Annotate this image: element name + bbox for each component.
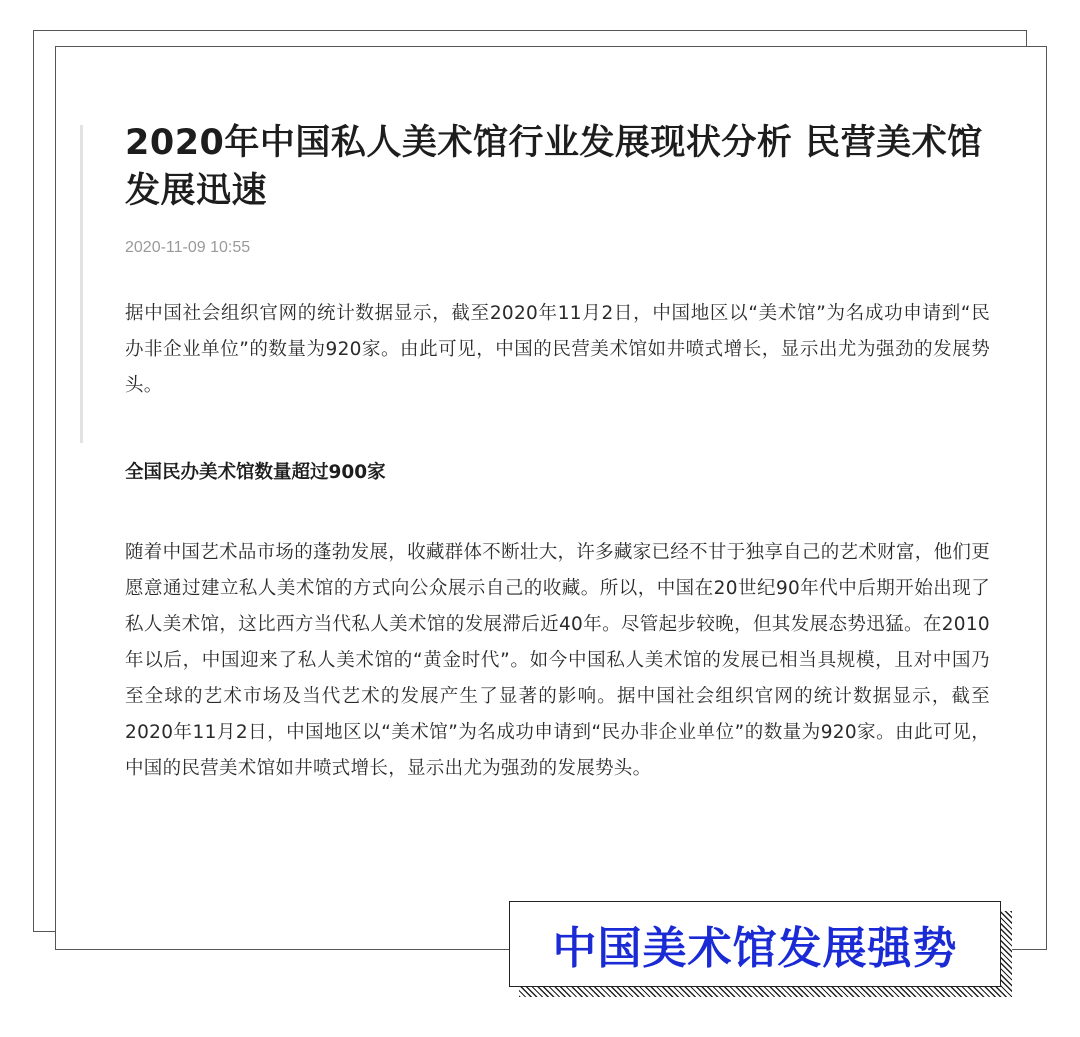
body-paragraph-clip: [125, 535, 990, 839]
caption-banner: [509, 901, 1001, 987]
cutoff-fade: [125, 827, 990, 841]
banner-caption-text: 中国美术馆发展强势: [552, 923, 958, 974]
left-accent-line: [80, 125, 83, 443]
article-timestamp: 2020-11-09 10:55: [125, 239, 251, 256]
article-title: 2020年中国私人美术馆行业发展现状分析 民营美术馆发展迅速: [125, 123, 983, 211]
section-heading: 全国民办美术馆数量超过900家: [125, 462, 386, 483]
intro-paragraph: 据中国社会组织官网的统计数据显示，截至2020年11月2日，中国地区以“美术馆”为名成功申请到“民办非企业单位”的数量为920家。由此可见，中国的民营美术馆如井喷式增长，显示出尤为强劲的发展势头。: [125, 303, 990, 396]
article-screenshot-card: [55, 46, 1047, 950]
body-paragraph: 随着中国艺术品市场的蓬勃发展，收藏群体不断壮大，许多藏家已经不甘于独享自己的艺术财富，他们更愿意通过建立私人美术馆的方式向公众展示自己的收藏。所以，中国在20世纪90年代中后期开始出现了私人美术馆，这比西方当代私人美术馆的发展滞后近40年。尽管起步较晚，但其发展态势迅猛。在2010年以后，中国迎来了私人美术馆的“黄金时代”。如今中国私人美术馆的发展已相当具规模，且对中国乃至全球的艺术市场及当代艺术的发展产生了显著的影响。据中国社会组织官网的统计数据显示，截至2020年11月2日，中国地区以“美术馆”为名成功申请到“民办非企业单位”的数量为920家。由此可见，中国的民营美术馆如井喷式增长，显示出尤为强劲的发展势头。: [125, 542, 990, 779]
